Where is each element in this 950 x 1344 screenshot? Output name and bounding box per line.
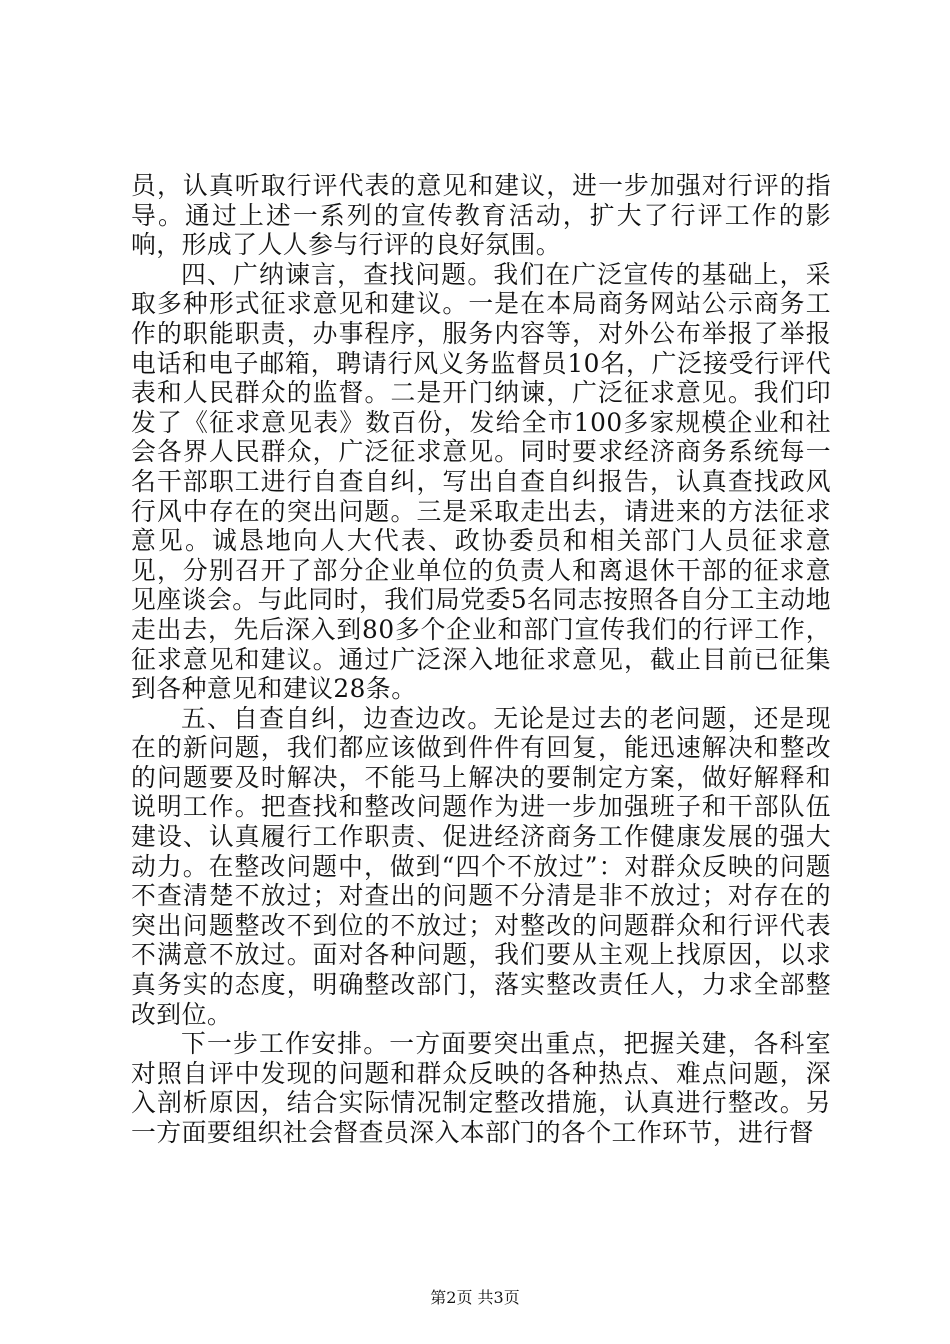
paragraph-next-steps: 下一步工作安排。一方面要突出重点，把握关建，各科室对照自评中发现的问题和群众反映的各种热点、难点问题，深入剖析原因，结合实际情况制定整改措施，认真进行整改。另一方面要组织社会督查员深入本部门的各个工作环节，进行督 bbox=[131, 1029, 831, 1147]
paragraph-section-four: 四、广纳谏言，查找问题。我们在广泛宣传的基础上，采取多种形式征求意见和建议。一是在本局商务网站公示商务工作的职能职责，办事程序，服务内容等，对外公布举报了举报电话和电子邮箱，聘请行风义务监督员10名，广泛接受行评代表和人民群众的监督。二是开门纳谏，广泛征求意见。我们印发了《征求意见表》数百份，发给全市100多家规模企业和社会各界人民群众，广泛征求意见。同时要求经济商务系统每一名干部职工进行自查自纠，写出自查自纠报告，认真查找政风行风中存在的突出问题。三是采取走出去，请进来的方法征求意见。诚恳地向人大代表、政协委员和相关部门人员征求意见，分别召开了部分企业单位的负责人和离退休干部的征求意见座谈会。与此同时，我们局党委5名同志按照各自分工主动地走出去，先后深入到80多个企业和部门宣传我们的行评工作，征求意见和建议。通过广泛深入地征求意见，截止目前已征集到各种意见和建议28条。 bbox=[131, 259, 831, 704]
page-number-footer: 第2页 共3页 bbox=[430, 1288, 520, 1307]
paragraph-section-five: 五、自查自纠，边查边改。无论是过去的老问题，还是现在的新问题，我们都应该做到件件有回复，能迅速解决和整改的问题要及时解决，不能马上解决的要制定方案，做好解释和说明工作。把查找和整改问题作为进一步加强班子和干部队伍建设、认真履行工作职责、促进经济商务工作健康发展的强大动力。在整改问题中，做到“四个不放过”：对群众反映的问题不查清楚不放过；对查出的问题不分清是非不放过；对存在的突出问题整改不到位的不放过；对整改的问题群众和行评代表不满意不放过。面对各种问题，我们要从主观上找原因，以求真务实的态度，明确整改部门，落实整改责任人，力求全部整改到位。 bbox=[131, 703, 831, 1029]
paragraph-continuation: 员，认真听取行评代表的意见和建议，进一步加强对行评的指导。通过上述一系列的宣传教育活动，扩大了行评工作的影响，形成了人人参与行评的良好氛围。 bbox=[131, 171, 831, 260]
document-body bbox=[131, 171, 831, 1148]
